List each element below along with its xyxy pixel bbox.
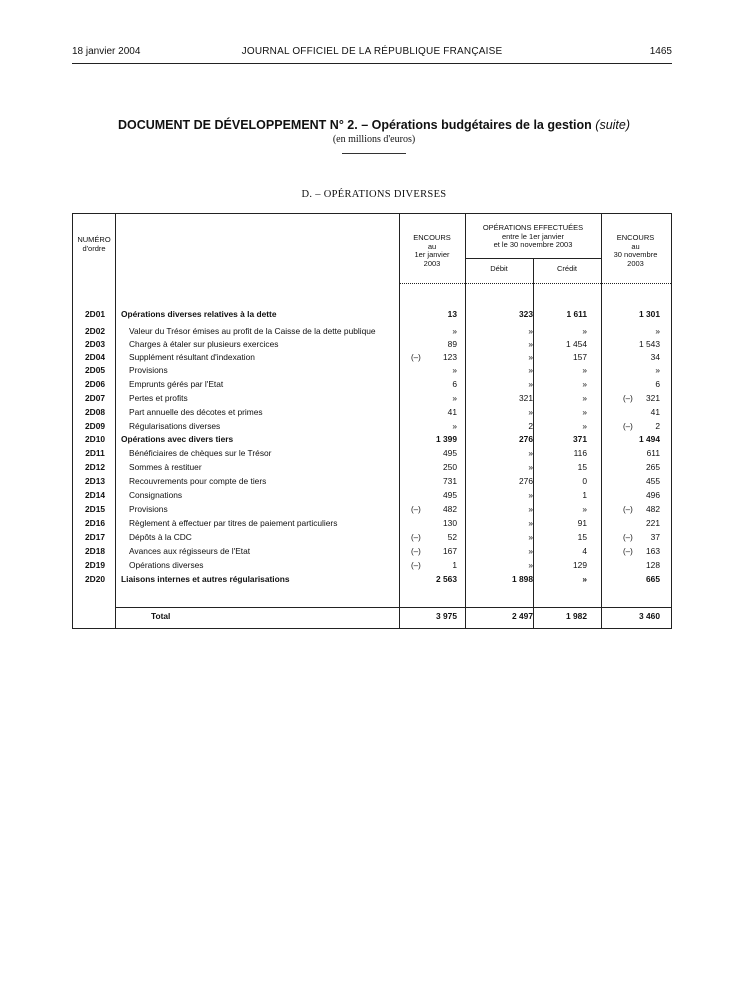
header-line: 2003	[627, 258, 644, 268]
row-credit: 1 454	[566, 339, 587, 349]
row-label-wrap	[129, 545, 405, 558]
total-encours-fin: 3 460	[639, 611, 660, 621]
row-encours-debut-sign: (–)	[411, 561, 421, 570]
header-bottom-rule	[399, 283, 671, 284]
row-label-wrap	[129, 378, 405, 391]
row-encours-fin: 455	[646, 476, 660, 486]
row-encours-fin: 37	[650, 532, 660, 542]
row-label: Avances aux régisseurs de l'Etat	[129, 546, 251, 556]
row-encours-debut-sign: (–)	[411, 533, 421, 542]
row-debit: 276	[519, 434, 533, 444]
row-credit: »	[582, 407, 587, 417]
header-line: 1er janvier	[414, 250, 450, 260]
table-row	[73, 378, 670, 391]
row-encours-debut: »	[452, 326, 457, 336]
header-line: et le 30 novembre 2003	[493, 240, 573, 250]
row-encours-fin: 482	[646, 504, 660, 514]
document-title-suffix: (suite)	[595, 118, 631, 132]
document-title-text: DOCUMENT DE DÉVELOPPEMENT N° 2. – Opérations budgétaires de la gestion	[117, 118, 592, 132]
row-credit: »	[582, 379, 587, 389]
row-debit: »	[528, 352, 533, 362]
row-encours-debut: 495	[443, 448, 457, 458]
header-debit: Débit	[490, 264, 508, 273]
row-encours-fin: 321	[646, 393, 660, 403]
header-rule	[72, 63, 672, 64]
row-code: 2D17	[84, 532, 106, 542]
row-label: Supplément résultant d'indexation	[129, 352, 255, 362]
row-debit: »	[528, 490, 533, 500]
row-encours-fin: 6	[655, 379, 660, 389]
row-label: Opérations diverses	[129, 560, 204, 570]
row-encours-fin: 1 494	[639, 434, 660, 444]
row-encours-fin: 221	[646, 518, 660, 528]
row-credit: »	[582, 574, 587, 584]
row-encours-fin: 496	[646, 490, 660, 500]
table-row	[73, 531, 670, 544]
table-row	[73, 351, 670, 364]
row-encours-debut: »	[452, 393, 457, 403]
row-encours-fin-sign: (–)	[623, 394, 633, 403]
row-encours-fin: 665	[646, 574, 660, 584]
row-label-wrap	[129, 503, 405, 516]
row-label-wrap	[129, 517, 405, 530]
header-line: au	[427, 241, 437, 251]
table-row	[73, 433, 670, 446]
row-code: 2D14	[84, 490, 106, 500]
row-encours-debut: »	[452, 365, 457, 375]
section-title: D. – OPÉRATIONS DIVERSES	[301, 189, 447, 200]
page-number: 1465	[649, 46, 672, 57]
row-code: 2D11	[85, 448, 105, 458]
row-credit: 129	[573, 560, 587, 570]
row-encours-debut: 89	[447, 339, 457, 349]
journal-title: JOURNAL OFFICIEL DE LA RÉPUBLIQUE FRANÇAISE	[241, 46, 503, 57]
row-debit: »	[528, 407, 533, 417]
row-debit: »	[528, 339, 533, 349]
row-encours-debut: »	[452, 421, 457, 431]
row-encours-fin: »	[655, 365, 660, 375]
row-label: Recouvrements pour compte de tiers	[129, 476, 267, 486]
header-line: ENCOURS	[616, 233, 655, 242]
row-encours-fin: 2	[655, 421, 660, 431]
row-label: Provisions	[129, 504, 168, 514]
table-row	[73, 545, 670, 558]
row-encours-debut-sign: (–)	[411, 505, 421, 514]
row-label: Régularisations diverses	[129, 421, 221, 431]
row-label-wrap	[129, 531, 405, 544]
row-label-wrap	[129, 351, 405, 364]
total-label: Total	[151, 611, 171, 621]
row-code: 2D13	[84, 476, 106, 486]
row-debit: »	[528, 546, 533, 556]
header-line: entre le 1er janvier	[501, 231, 565, 241]
header-numero	[73, 236, 115, 253]
header-line: au	[631, 241, 640, 251]
row-debit: »	[528, 462, 533, 472]
row-encours-fin: 265	[646, 462, 660, 472]
row-code: 2D19	[84, 560, 106, 570]
row-credit: 4	[582, 546, 587, 556]
row-encours-fin: 163	[646, 546, 660, 556]
row-code: 2D10	[84, 434, 106, 444]
row-label: Consignations	[129, 490, 183, 500]
row-label-wrap	[129, 559, 405, 572]
page-header	[72, 46, 672, 60]
table-row	[73, 325, 670, 338]
row-debit: »	[528, 379, 533, 389]
row-label-wrap	[121, 308, 397, 321]
row-code: 2D07	[84, 393, 106, 403]
row-code: 2D12	[84, 462, 106, 472]
header-operations	[465, 224, 601, 250]
row-label: Opérations avec divers tiers	[121, 434, 234, 444]
row-credit: »	[582, 504, 587, 514]
header-date: 18 janvier 2004	[72, 46, 141, 57]
row-code: 2D08	[84, 407, 106, 417]
row-encours-debut: 250	[443, 462, 457, 472]
table-row	[73, 392, 670, 405]
row-debit: 2	[528, 421, 533, 431]
row-debit: 321	[519, 393, 533, 403]
row-label: Pertes et profits	[129, 393, 188, 403]
row-code: 2D06	[84, 379, 106, 389]
row-encours-debut-sign: (–)	[411, 547, 421, 556]
table-row	[73, 503, 670, 516]
row-encours-debut: 495	[443, 490, 457, 500]
row-debit: »	[528, 448, 533, 458]
row-code: 2D16	[84, 518, 106, 528]
row-encours-debut: 130	[443, 518, 457, 528]
row-encours-debut-sign: (–)	[411, 353, 421, 362]
row-credit: 371	[573, 434, 587, 444]
document-subtitle: (en millions d'euros)	[332, 134, 416, 145]
row-credit: 15	[577, 532, 587, 542]
row-credit: 157	[573, 352, 587, 362]
row-code: 2D02	[84, 326, 106, 336]
header-credit: Crédit	[556, 264, 577, 273]
row-label: Bénéficiaires de chèques sur le Trésor	[129, 448, 272, 458]
row-label: Liaisons internes et autres régularisations	[121, 574, 290, 584]
total-debit: 2 497	[512, 611, 533, 621]
row-encours-debut: 2 563	[436, 574, 457, 584]
row-label-wrap	[129, 364, 405, 377]
row-encours-debut: 52	[447, 532, 457, 542]
total-row	[73, 610, 670, 623]
row-debit: »	[528, 518, 533, 528]
row-encours-fin: 1 543	[639, 339, 660, 349]
row-code: 2D01	[84, 309, 106, 319]
row-debit: 323	[519, 309, 533, 319]
row-label: Part annuelle des décotes et primes	[129, 407, 263, 417]
table-row	[73, 489, 670, 502]
row-code: 2D04	[84, 352, 106, 362]
row-encours-fin: 1 301	[639, 309, 660, 319]
header-encours-fin	[601, 234, 670, 268]
row-label: Charges à étaler sur plusieurs exercices	[129, 339, 279, 349]
row-encours-debut: 6	[452, 379, 457, 389]
row-label-wrap	[121, 573, 397, 586]
table-row	[73, 308, 670, 321]
header-numero-line: d'ordre	[82, 243, 106, 253]
row-code: 2D15	[84, 504, 106, 514]
table-row	[73, 338, 670, 351]
row-label-wrap	[129, 392, 405, 405]
row-code: 2D05	[84, 365, 106, 375]
row-encours-fin: 34	[650, 352, 660, 362]
table-row	[73, 475, 670, 488]
table-row	[73, 364, 670, 377]
operations-table	[72, 213, 672, 629]
row-code: 2D09	[84, 421, 106, 431]
row-label: Provisions	[129, 365, 168, 375]
row-debit: 1 898	[512, 574, 533, 584]
row-encours-fin-sign: (–)	[623, 547, 633, 556]
total-credit: 1 982	[566, 611, 587, 621]
row-label: Valeur du Trésor émises au profit de la Caisse de la dette publique	[129, 326, 376, 336]
total-encours-debut: 3 975	[436, 611, 457, 621]
row-code: 2D18	[84, 546, 106, 556]
row-label-wrap	[129, 461, 405, 474]
header-encours-debut	[399, 234, 465, 268]
row-credit: 116	[573, 448, 587, 458]
row-debit: »	[528, 532, 533, 542]
row-encours-fin-sign: (–)	[623, 505, 633, 514]
row-debit: »	[528, 560, 533, 570]
row-debit: »	[528, 365, 533, 375]
table-row	[73, 420, 670, 433]
row-label-wrap	[129, 489, 405, 502]
row-encours-debut: 1 399	[436, 434, 457, 444]
table-row	[73, 447, 670, 460]
title-rule	[342, 153, 406, 154]
header-subrule	[465, 258, 602, 259]
row-encours-fin-sign: (–)	[623, 422, 633, 431]
header-line: OPÉRATIONS EFFECTUÉES	[482, 223, 584, 232]
row-label: Sommes à restituer	[129, 462, 202, 472]
total-rule	[115, 607, 671, 608]
row-credit: 0	[582, 476, 587, 486]
row-encours-fin: 611	[646, 448, 660, 458]
header-line: ENCOURS	[413, 233, 451, 242]
row-encours-debut: 123	[443, 352, 457, 362]
row-encours-debut: 1	[452, 560, 457, 570]
row-encours-debut: 482	[443, 504, 457, 514]
table-row	[73, 406, 670, 419]
row-credit: »	[582, 393, 587, 403]
row-label: Règlement à effectuer par titres de paiement particuliers	[129, 518, 338, 528]
row-label-wrap	[129, 475, 405, 488]
row-encours-fin: »	[655, 326, 660, 336]
row-credit: 15	[577, 462, 587, 472]
row-encours-fin-sign: (–)	[623, 533, 633, 542]
total-label-wrap	[151, 610, 427, 623]
row-encours-debut: 731	[443, 476, 457, 486]
row-credit: 1	[582, 490, 587, 500]
row-debit: »	[528, 504, 533, 514]
row-debit: 276	[519, 476, 533, 486]
row-code: 2D20	[84, 574, 106, 584]
row-credit: »	[582, 421, 587, 431]
row-label: Dépôts à la CDC	[129, 532, 192, 542]
row-label-wrap	[129, 420, 405, 433]
document-title	[0, 118, 748, 132]
row-credit: »	[582, 326, 587, 336]
row-debit: »	[528, 326, 533, 336]
table-row	[73, 573, 670, 586]
row-label-wrap	[121, 433, 397, 446]
row-label: Emprunts gérés par l'Etat	[129, 379, 224, 389]
row-encours-fin: 128	[646, 560, 660, 570]
row-label-wrap	[129, 447, 405, 460]
row-label-wrap	[129, 406, 405, 419]
row-label: Opérations diverses relatives à la dette	[121, 309, 277, 319]
table-row	[73, 461, 670, 474]
header-line: 30 novembre	[613, 250, 658, 260]
row-encours-debut: 13	[447, 309, 457, 319]
row-code: 2D03	[84, 339, 106, 349]
row-credit: 1 611	[566, 309, 587, 319]
row-credit: 91	[577, 518, 587, 528]
header-line: 2003	[423, 258, 441, 268]
row-label-wrap	[129, 325, 405, 338]
table-row	[73, 517, 670, 530]
row-encours-debut: 167	[443, 546, 457, 556]
header-numero-line: NUMÉRO	[77, 235, 111, 244]
row-credit: »	[582, 365, 587, 375]
row-label-wrap	[129, 338, 405, 351]
row-encours-debut: 41	[447, 407, 457, 417]
table-row	[73, 559, 670, 572]
row-encours-fin: 41	[650, 407, 660, 417]
